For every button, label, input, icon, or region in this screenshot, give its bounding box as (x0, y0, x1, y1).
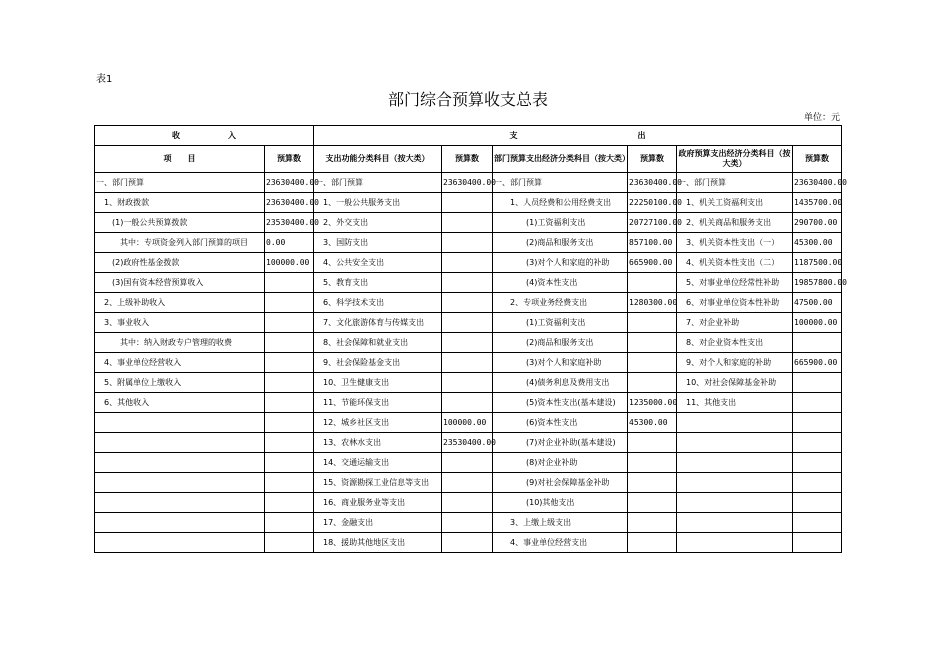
income-budget-cell (265, 473, 314, 493)
dept-econ-budget-cell (628, 513, 677, 533)
dept-econ-item-cell: (7)对企业补助(基本建设) (493, 433, 628, 453)
income-budget-cell (265, 413, 314, 433)
gov-econ-item-cell (677, 473, 793, 493)
gov-econ-item-cell: 10、对社会保障基金补助 (677, 373, 793, 393)
income-budget-cell (265, 353, 314, 373)
gov-econ-budget-cell: 23630400.00 (793, 173, 842, 193)
income-item-cell (95, 533, 265, 553)
gov-econ-item-cell (677, 433, 793, 453)
income-budget-cell: 23530400.00 (265, 213, 314, 233)
functional-budget-cell (442, 453, 493, 473)
gov-econ-budget-cell: 45300.00 (793, 233, 842, 253)
income-section-header: 收 入 (95, 126, 314, 146)
functional-item-cell: 10、卫生健康支出 (314, 373, 442, 393)
income-item-cell: 一、部门预算 (95, 173, 265, 193)
income-item-cell (95, 433, 265, 453)
functional-item-cell: 15、资源勘探工业信息等支出 (314, 473, 442, 493)
gov-econ-budget-cell (793, 493, 842, 513)
gov-econ-item-cell (677, 533, 793, 553)
income-budget-cell (265, 333, 314, 353)
functional-budget-cell (442, 533, 493, 553)
gov-econ-budget-cell: 1187500.00 (793, 253, 842, 273)
column-header-budget: 预算数 (265, 146, 314, 173)
functional-budget-cell (442, 493, 493, 513)
table-row (95, 533, 842, 553)
table-row (95, 193, 842, 213)
income-item-cell (95, 513, 265, 533)
functional-budget-cell: 23530400.00 (442, 433, 493, 453)
header-row-columns (95, 146, 842, 173)
income-budget-cell (265, 453, 314, 473)
dept-econ-item-cell: (10)其他支出 (493, 493, 628, 513)
gov-econ-item-cell (677, 513, 793, 533)
table-row (95, 413, 842, 433)
table-row (95, 493, 842, 513)
dept-econ-item-cell: (2)商品和服务支出 (493, 233, 628, 253)
functional-budget-cell (442, 293, 493, 313)
gov-econ-item-cell: 6、对事业单位资本性补助 (677, 293, 793, 313)
income-budget-cell (265, 293, 314, 313)
budget-table (94, 125, 847, 553)
gov-econ-budget-cell (793, 473, 842, 493)
functional-budget-cell (442, 233, 493, 253)
functional-item-cell: 4、公共安全支出 (314, 253, 442, 273)
income-item-cell: 1、财政拨款 (95, 193, 265, 213)
gov-econ-budget-cell (793, 393, 842, 413)
dept-econ-budget-cell: 665900.00 (628, 253, 677, 273)
dept-econ-item-cell: (4)债务利息及费用支出 (493, 373, 628, 393)
gov-econ-budget-cell (793, 433, 842, 453)
column-header-budget: 预算数 (442, 146, 493, 173)
gov-econ-item-cell: 2、机关商品和服务支出 (677, 213, 793, 233)
functional-budget-cell (442, 213, 493, 233)
dept-econ-item-cell: (3)对个人和家庭的补助 (493, 253, 628, 273)
income-item-cell (95, 453, 265, 473)
gov-econ-budget-cell (793, 333, 842, 353)
table-row (95, 233, 842, 253)
table-row (95, 173, 842, 193)
gov-econ-budget-cell: 100000.00 (793, 313, 842, 333)
income-budget-cell (265, 533, 314, 553)
functional-budget-cell (442, 333, 493, 353)
gov-econ-item-cell: 9、对个人和家庭的补助 (677, 353, 793, 373)
functional-budget-cell (442, 193, 493, 213)
dept-econ-item-cell: (6)资本性支出 (493, 413, 628, 433)
gov-econ-item-cell: 3、机关资本性支出（一） (677, 233, 793, 253)
dept-econ-budget-cell (628, 453, 677, 473)
income-item-cell: (1)一般公共预算拨款 (95, 213, 265, 233)
functional-item-cell: 一、部门预算 (314, 173, 442, 193)
income-budget-cell: 100000.00 (265, 253, 314, 273)
dept-econ-item-cell: (8)对企业补助 (493, 453, 628, 473)
dept-econ-budget-cell: 22250100.00 (628, 193, 677, 213)
table-row (95, 453, 842, 473)
income-item-cell (95, 473, 265, 493)
dept-econ-budget-cell: 857100.00 (628, 233, 677, 253)
income-item-cell: 其中：纳入财政专户管理的收费 (95, 333, 265, 353)
gov-econ-item-cell: 8、对企业资本性支出 (677, 333, 793, 353)
dept-econ-item-cell: (9)对社会保障基金补助 (493, 473, 628, 493)
dept-econ-item-cell: 4、事业单位经营支出 (493, 533, 628, 553)
table-row (95, 313, 842, 333)
table-row (95, 293, 842, 313)
dept-econ-item-cell: 一、部门预算 (493, 173, 628, 193)
dept-econ-budget-cell (628, 473, 677, 493)
gov-econ-item-cell: 一、部门预算 (677, 173, 793, 193)
functional-item-cell: 3、国防支出 (314, 233, 442, 253)
income-budget-cell (265, 273, 314, 293)
column-header-budget: 预算数 (793, 146, 842, 173)
expenditure-section-header: 支 出 (314, 126, 842, 146)
dept-econ-item-cell: 2、专项业务经费支出 (493, 293, 628, 313)
dept-econ-budget-cell (628, 353, 677, 373)
table-row (95, 253, 842, 273)
income-budget-cell: 23630400.00 (265, 173, 314, 193)
table-body (95, 173, 847, 553)
gov-econ-budget-cell (793, 373, 842, 393)
income-budget-cell (265, 433, 314, 453)
column-header-item: 项 目 (95, 146, 265, 173)
dept-econ-budget-cell: 20727100.00 (628, 213, 677, 233)
functional-budget-cell (442, 273, 493, 293)
income-budget-cell (265, 373, 314, 393)
table-number-label: 表1 (96, 74, 113, 85)
table-row (95, 273, 842, 293)
dept-econ-budget-cell: 23630400.00 (628, 173, 677, 193)
income-item-cell: 其中：专项资金列入部门预算的项目 (95, 233, 265, 253)
dept-econ-budget-cell: 1235000.00 (628, 393, 677, 413)
dept-econ-budget-cell (628, 533, 677, 553)
income-item-cell: 2、上级补助收入 (95, 293, 265, 313)
income-item-cell: (2)政府性基金拨款 (95, 253, 265, 273)
table-row (95, 513, 842, 533)
gov-econ-budget-cell: 1435700.00 (793, 193, 842, 213)
functional-item-cell: 14、交通运输支出 (314, 453, 442, 473)
gov-econ-item-cell: 5、对事业单位经常性补助 (677, 273, 793, 293)
dept-econ-budget-cell (628, 313, 677, 333)
functional-budget-cell (442, 353, 493, 373)
income-item-cell (95, 493, 265, 513)
column-header-functional-category: 支出功能分类科目（按大类） (314, 146, 442, 173)
dept-econ-budget-cell (628, 373, 677, 393)
header-row-sections (95, 126, 842, 146)
functional-item-cell: 18、援助其他地区支出 (314, 533, 442, 553)
page-title: 部门综合预算收支总表 (387, 90, 548, 109)
income-item-cell: 6、其他收入 (95, 393, 265, 413)
gov-econ-item-cell: 4、机关资本性支出（二） (677, 253, 793, 273)
gov-econ-item-cell: 1、机关工资福利支出 (677, 193, 793, 213)
functional-budget-cell: 23630400.00 (442, 173, 493, 193)
functional-item-cell: 13、农林水支出 (314, 433, 442, 453)
dept-econ-budget-cell: 1280300.00 (628, 293, 677, 313)
functional-budget-cell (442, 393, 493, 413)
income-budget-cell: 23630400.00 (265, 193, 314, 213)
income-budget-cell (265, 493, 314, 513)
gov-econ-budget-cell: 47500.00 (793, 293, 842, 313)
functional-budget-cell (442, 253, 493, 273)
functional-budget-cell (442, 513, 493, 533)
functional-item-cell: 12、城乡社区支出 (314, 413, 442, 433)
gov-econ-budget-cell: 19857800.00 (793, 273, 842, 293)
gov-econ-budget-cell: 290700.00 (793, 213, 842, 233)
functional-item-cell: 9、社会保险基金支出 (314, 353, 442, 373)
dept-econ-item-cell: (5)资本性支出(基本建设) (493, 393, 628, 413)
dept-econ-budget-cell (628, 493, 677, 513)
functional-budget-cell (442, 373, 493, 393)
functional-item-cell: 7、文化旅游体育与传媒支出 (314, 313, 442, 333)
dept-econ-item-cell: (1)工资福利支出 (493, 313, 628, 333)
income-item-cell: 3、事业收入 (95, 313, 265, 333)
income-budget-cell (265, 513, 314, 533)
table-row (95, 433, 842, 453)
gov-econ-budget-cell: 665900.00 (793, 353, 842, 373)
functional-item-cell: 17、金融支出 (314, 513, 442, 533)
table-row (95, 473, 842, 493)
dept-econ-item-cell: 3、上缴上级支出 (493, 513, 628, 533)
dept-econ-item-cell: (1)工资福利支出 (493, 213, 628, 233)
functional-item-cell: 11、节能环保支出 (314, 393, 442, 413)
gov-econ-budget-cell (793, 513, 842, 533)
table-row (95, 213, 842, 233)
column-header-dept-economic-category: 部门预算支出经济分类科目（按大类） (493, 146, 628, 173)
gov-econ-item-cell (677, 493, 793, 513)
gov-econ-item-cell: 11、其他支出 (677, 393, 793, 413)
unit-label: 单位：元 (803, 113, 840, 123)
column-header-budget: 预算数 (628, 146, 677, 173)
income-budget-cell: 0.00 (265, 233, 314, 253)
functional-item-cell: 16、商业服务业等支出 (314, 493, 442, 513)
dept-econ-budget-cell (628, 333, 677, 353)
dept-econ-budget-cell: 45300.00 (628, 413, 677, 433)
gov-econ-budget-cell (793, 453, 842, 473)
income-item-cell (95, 413, 265, 433)
income-budget-cell (265, 313, 314, 333)
functional-item-cell: 5、教育支出 (314, 273, 442, 293)
dept-econ-budget-cell (628, 273, 677, 293)
table-row (95, 353, 842, 373)
table-row (95, 393, 842, 413)
income-item-cell: 5、附属单位上缴收入 (95, 373, 265, 393)
functional-item-cell: 1、一般公共服务支出 (314, 193, 442, 213)
gov-econ-item-cell (677, 413, 793, 433)
table-row (95, 333, 842, 353)
functional-budget-cell (442, 473, 493, 493)
functional-item-cell: 6、科学技术支出 (314, 293, 442, 313)
functional-budget-cell (442, 313, 493, 333)
gov-econ-item-cell: 7、对企业补助 (677, 313, 793, 333)
gov-econ-budget-cell (793, 413, 842, 433)
dept-econ-item-cell: (3)对个人和家庭补助 (493, 353, 628, 373)
gov-econ-item-cell (677, 453, 793, 473)
functional-budget-cell: 100000.00 (442, 413, 493, 433)
functional-item-cell: 2、外交支出 (314, 213, 442, 233)
table-row (95, 373, 842, 393)
dept-econ-item-cell: 1、人员经费和公用经费支出 (493, 193, 628, 213)
column-header-gov-economic-category: 政府预算支出经济分类科目（按大类） (677, 146, 793, 173)
dept-econ-item-cell: (4)资本性支出 (493, 273, 628, 293)
income-item-cell: 4、事业单位经营收入 (95, 353, 265, 373)
gov-econ-budget-cell (793, 533, 842, 553)
dept-econ-budget-cell (628, 433, 677, 453)
functional-item-cell: 8、社会保障和就业支出 (314, 333, 442, 353)
dept-econ-item-cell: (2)商品和服务支出 (493, 333, 628, 353)
income-item-cell: (3)国有资本经营预算收入 (95, 273, 265, 293)
income-budget-cell (265, 393, 314, 413)
